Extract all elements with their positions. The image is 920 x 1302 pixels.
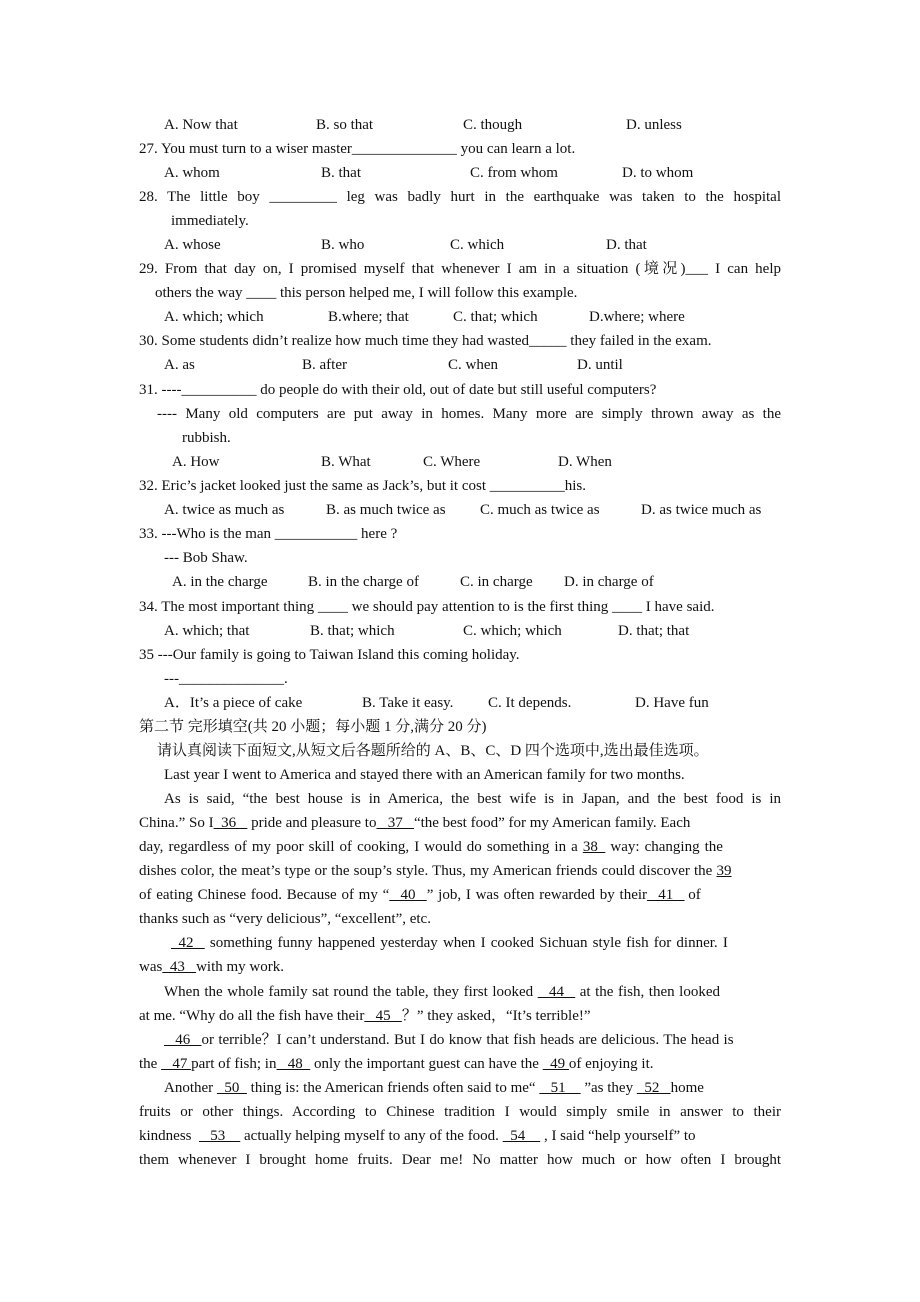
q33-option-a: A. in the charge (172, 574, 268, 590)
q29-stem-line2: others the way ____ this person helped me, I will follow this example. (155, 285, 578, 301)
q28-stem-line1: 28. The little boy _________ leg was badly hurt in the earthquake was taken to the hospital (139, 189, 781, 205)
blank-51: 51 (539, 1080, 581, 1096)
text: the (139, 1056, 162, 1072)
text: ”as they (580, 1080, 637, 1096)
q26-option-d: D. unless (626, 117, 682, 133)
q27-stem: 27. You must turn to a wiser master______________ you can learn a lot. (139, 141, 576, 157)
q35-option-c: C. It depends. (488, 695, 572, 711)
text: was (139, 959, 163, 975)
passage-p2-line1: As is said, “the best house is in America, the best wife is in Japan, and the best food is in (164, 791, 781, 807)
q33-option-d: D. in charge of (564, 574, 654, 590)
q30-option-b: B. after (302, 357, 347, 373)
q32-stem: 32. Eric’s jacket looked just the same as Jack’s, but it cost __________his. (139, 478, 587, 494)
text: When the whole family sat round the table, they first looked (164, 984, 538, 1000)
q29-option-b: B.where; that (328, 309, 409, 325)
blank-46: 46 (164, 1032, 202, 1048)
passage-p4-line1 (164, 982, 720, 1002)
q34-option-d: D. that; that (618, 623, 690, 639)
passage-p2-line2 (139, 813, 781, 833)
q26-option-a: A. Now that (164, 117, 238, 133)
q34-option-b: B. that; which (310, 623, 395, 639)
q31-option-a: A. How (172, 454, 220, 470)
blank-47: 47 (161, 1056, 192, 1072)
text: something funny happened yesterday when I cooked Sichuan style fish for dinner. I (204, 935, 728, 951)
passage-p6-line4: them whenever I brought home fruits. Dear me! No matter how much or how often I brought (139, 1152, 781, 1168)
text: with my work. (196, 959, 284, 975)
q31-reply-line2: rubbish. (182, 430, 231, 446)
blank-45: 45 (364, 1008, 402, 1024)
q29-option-c: C. that; which (453, 309, 538, 325)
q28-option-b: B. who (321, 237, 365, 253)
blank-39: 39 (716, 863, 732, 879)
q26-option-b: B. so that (316, 117, 374, 133)
text: “the best food” for my American family. Each (413, 815, 691, 831)
passage-p3-line1 (171, 933, 728, 953)
blank-41: 41 (647, 887, 685, 903)
blank-37: 37 (376, 815, 414, 831)
text: kindness (139, 1128, 199, 1144)
blank-52: 52 (636, 1080, 671, 1096)
passage-p5-line2 (139, 1054, 654, 1074)
section-heading: 第二节 完形填空(共 20 小题；每小题 1 分,满分 20 分) (139, 719, 487, 735)
text: , I said “help yourself” to (540, 1128, 696, 1144)
q28-option-d: D. that (606, 237, 647, 253)
q27-option-a: A. whom (164, 165, 220, 181)
passage-p6-line3 (139, 1126, 696, 1146)
q34-stem: 34. The most important thing ____ we should pay attention to is the first thing ____ I have said. (139, 599, 715, 615)
blank-50: 50 (216, 1080, 247, 1096)
blank-42: 42 (171, 935, 205, 951)
blank-53: 53 (199, 1128, 241, 1144)
q34-option-c: C. which; which (463, 623, 562, 639)
text: only the important guest can have the (310, 1056, 543, 1072)
passage-p6-line1 (164, 1078, 704, 1098)
q34-option-a: A. which; that (164, 623, 250, 639)
q27-option-b: B. that (321, 165, 361, 181)
blank-48: 48 (276, 1056, 311, 1072)
text: home (670, 1080, 704, 1096)
q31-stem: 31. ----__________ do people do with their old, out of date but still useful computers? (139, 382, 657, 398)
blank-44: 44 (537, 984, 576, 1000)
passage-p1: Last year I went to America and stayed there with an American family for two months. (164, 767, 685, 783)
q31-option-c: C. Where (423, 454, 481, 470)
q26-option-c: C. though (463, 117, 523, 133)
text: thing is: the American friends often said to me“ (246, 1080, 540, 1096)
q29-option-a: A. which; which (164, 309, 264, 325)
q32-option-c: C. much as twice as (480, 502, 600, 518)
q33-option-c: C. in charge (460, 574, 533, 590)
q32-option-a: A. twice as much as (164, 502, 285, 518)
text: ？” they asked，“It’s terrible!” (401, 1008, 591, 1024)
passage-p2-line4 (139, 861, 732, 881)
q30-option-d: D. until (577, 357, 623, 373)
text: actually helping myself to any of the food. (240, 1128, 503, 1144)
text: or terrible？I can’t understand. But I do know that fish heads are delicious. The head is (201, 1032, 734, 1048)
q30-option-a: A. as (164, 357, 195, 373)
blank-36: 36 (213, 815, 248, 831)
text: ” job, I was often rewarded by their (426, 887, 648, 903)
q35-option-a: A．It’s a piece of cake (164, 695, 303, 711)
text: Another (164, 1080, 217, 1096)
q31-option-b: B. What (321, 454, 371, 470)
q32-option-b: B. as much twice as (326, 502, 446, 518)
blank-40: 40 (389, 887, 427, 903)
q28-option-a: A. whose (164, 237, 221, 253)
q32-option-d: D. as twice much as (641, 502, 762, 518)
text: at the fish, then looked (575, 984, 721, 1000)
text: day, regardless of my poor skill of cooking, I would do something in a (139, 839, 583, 855)
q27-option-d: D. to whom (622, 165, 694, 181)
text: dishes color, the meat’s type or the soup’s style. Thus, my American friends could discover the (139, 863, 717, 879)
blank-38: 38 (582, 839, 606, 855)
text: at me. “Why do all the fish have their (139, 1008, 365, 1024)
q29-stem-line1: 29. From that day on, I promised myself that whenever I am in a situation (境况)___ I can help (139, 261, 781, 277)
q28-option-c: C. which (450, 237, 505, 253)
q33-option-b: B. in the charge of (308, 574, 419, 590)
text: pride and pleasure to (247, 815, 377, 831)
passage-p2-line3 (139, 837, 723, 857)
text: of enjoying it. (568, 1056, 654, 1072)
q33-reply: --- Bob Shaw. (164, 550, 248, 566)
q31-option-d: D. When (558, 454, 612, 470)
q35-option-d: D. Have fun (635, 695, 709, 711)
q35-reply: ---______________. (164, 671, 288, 687)
passage-p2-line6: thanks such as “very delicious”, “excellent”, etc. (139, 911, 431, 927)
text: part of fish; in (191, 1056, 277, 1072)
q30-stem: 30. Some students didn’t realize how much time they had wasted_____ they failed in the exam. (139, 333, 712, 349)
q27-option-c: C. from whom (470, 165, 558, 181)
q31-reply-line1: ---- Many old computers are put away in homes. Many more are simply thrown away as the (157, 406, 781, 422)
q29-option-d: D.where; where (589, 309, 685, 325)
text: of eating Chinese food. Because of my “ (139, 887, 390, 903)
q35-option-b: B. Take it easy. (362, 695, 454, 711)
passage-p2-line5 (139, 885, 701, 905)
q33-stem: 33. ---Who is the man ___________ here ? (139, 526, 398, 542)
passage-p5-line1 (164, 1030, 734, 1050)
text: China.” So I (139, 815, 214, 831)
q30-option-c: C. when (448, 357, 498, 373)
text: of (684, 887, 701, 903)
passage-p6-line2: fruits or other things. According to Chinese tradition I would simply smile in answer to their (139, 1104, 781, 1120)
passage-p3-line2 (139, 957, 284, 977)
blank-49: 49 (542, 1056, 569, 1072)
text: way: changing the (605, 839, 723, 855)
passage-p4-line2 (139, 1006, 591, 1026)
blank-54: 54 (502, 1128, 541, 1144)
q35-stem: 35 ---Our family is going to Taiwan Island this coming holiday. (139, 647, 520, 663)
section-instruction: 请认真阅读下面短文,从短文后各题所给的 A、B、C、D 四个选项中,选出最佳选项。 (157, 743, 709, 759)
q28-stem-line2: immediately. (171, 213, 249, 229)
blank-43: 43 (162, 959, 197, 975)
